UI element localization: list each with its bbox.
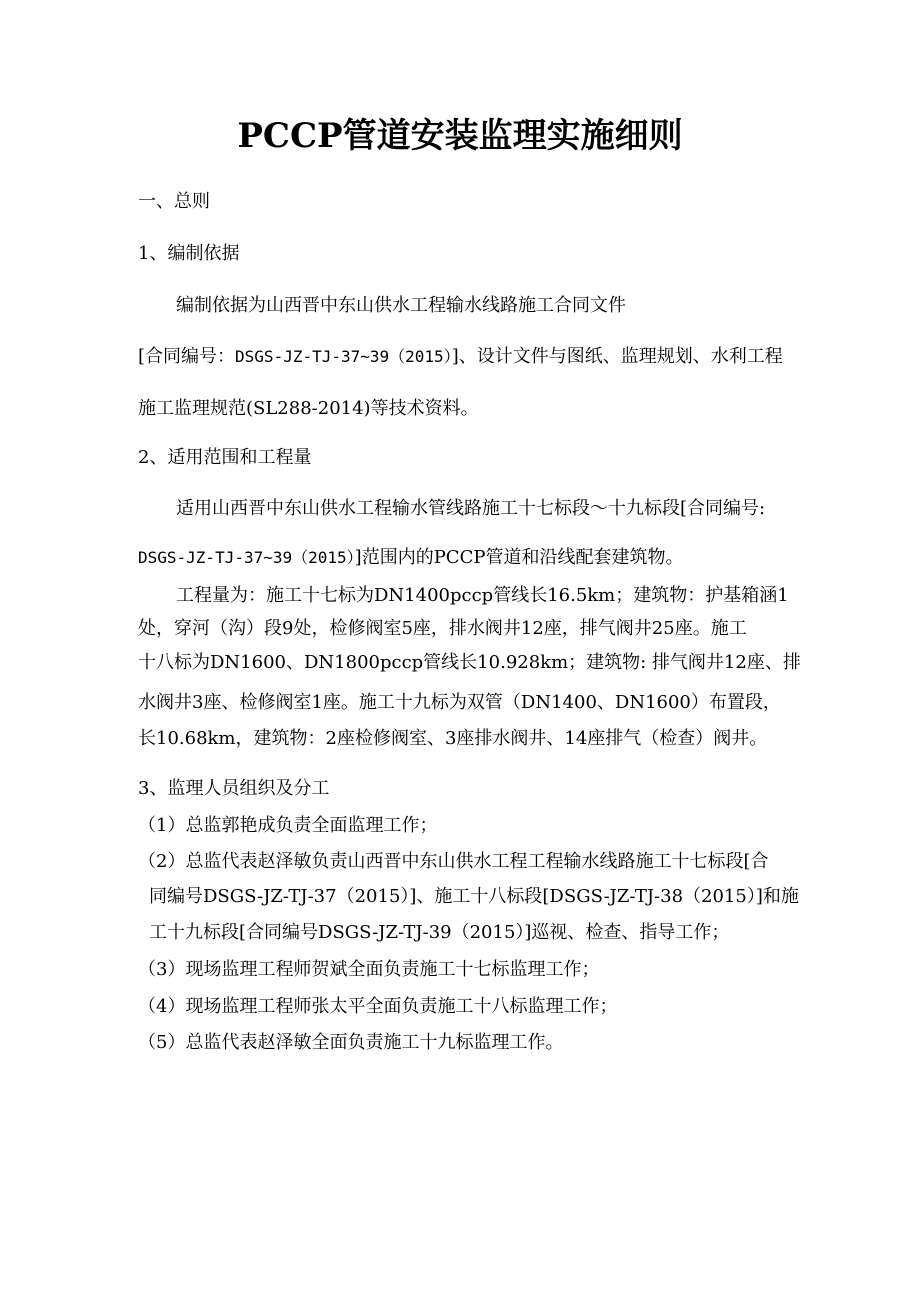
scope-paragraph-line: 适用山西晋中东山供水工程输水管线路施工十七标段～十九标段[合同编号: xyxy=(176,498,766,519)
document-title: PCCP管道安装监理实施细则 xyxy=(237,116,683,156)
quantity-paragraph-line: 长10.68km，建筑物：2座检修阀室、3座排水阀井、14座排气（检查）阀井。 xyxy=(138,728,768,749)
section-general-heading: 一、总则 xyxy=(138,191,210,212)
quantity-paragraph-line: 十八标为DN1600、DN1800pccp管线长10.928km；建筑物: 排气阀井12座、排 xyxy=(138,652,801,673)
subsection-staff-heading: 3、监理人员组织及分工 xyxy=(138,778,330,799)
staff-list-item: （2）总监代表赵泽敏负责山西晋中东山供水工程工程输水线路施工十七标段[合 xyxy=(138,851,769,872)
text-fragment: ]范围内的PCCP管道和沿线配套建筑物。 xyxy=(354,547,684,568)
staff-list-item: （4）现场监理工程师张太平全面负责施工十八标监理工作； xyxy=(138,996,618,1017)
basis-paragraph-line: 编制依据为山西晋中东山供水工程输水线路施工合同文件 xyxy=(176,295,626,316)
subsection-scope-heading: 2、适用范围和工程量 xyxy=(138,447,312,468)
quantity-paragraph-line: 工程量为：施工十七标为DN1400pccp管线长16.5km；建筑物：护基箱涵1 xyxy=(176,585,789,606)
staff-list-item: （1）总监郭艳成负责全面监理工作； xyxy=(138,815,438,836)
staff-list-item-continuation: 工十九标段[合同编号DSGS-JZ-TJ-39（2015）]巡视、检查、指导工作； xyxy=(149,922,730,943)
subsection-basis-heading: 1、编制依据 xyxy=(138,243,240,264)
text-fragment: ]、设计文件与图纸、监理规划、水利工程 xyxy=(451,346,783,367)
text-fragment: [合同编号： xyxy=(138,346,236,367)
basis-paragraph-line xyxy=(138,344,783,370)
staff-list-item: （5）总监代表赵泽敏全面负责施工十九标监理工作。 xyxy=(138,1032,564,1053)
quantity-paragraph-line: 水阀井3座、检修阀室1座。施工十九标为双管（DN1400、DN1600）布置段， xyxy=(138,692,781,713)
staff-list-item-continuation: 同编号DSGS-JZ-TJ-37（2015）]、施工十八标段[DSGS-JZ-TJ-38（2015）]和施 xyxy=(149,886,799,907)
staff-list-item: （3）现场监理工程师贺斌全面负责施工十七标监理工作； xyxy=(138,959,600,980)
basis-paragraph-line: 施工监理规范(SL288-2014)等技术资料。 xyxy=(138,398,479,419)
contract-code: DSGS-JZ-TJ-37~39（2015） xyxy=(138,548,355,567)
quantity-paragraph-line: 处，穿河（沟）段9处，检修阀室5座，排水阀井12座，排气阀井25座。施工 xyxy=(138,618,747,639)
scope-paragraph-line xyxy=(138,545,683,571)
contract-code: DSGS-JZ-TJ-37~39（2015） xyxy=(235,347,452,366)
